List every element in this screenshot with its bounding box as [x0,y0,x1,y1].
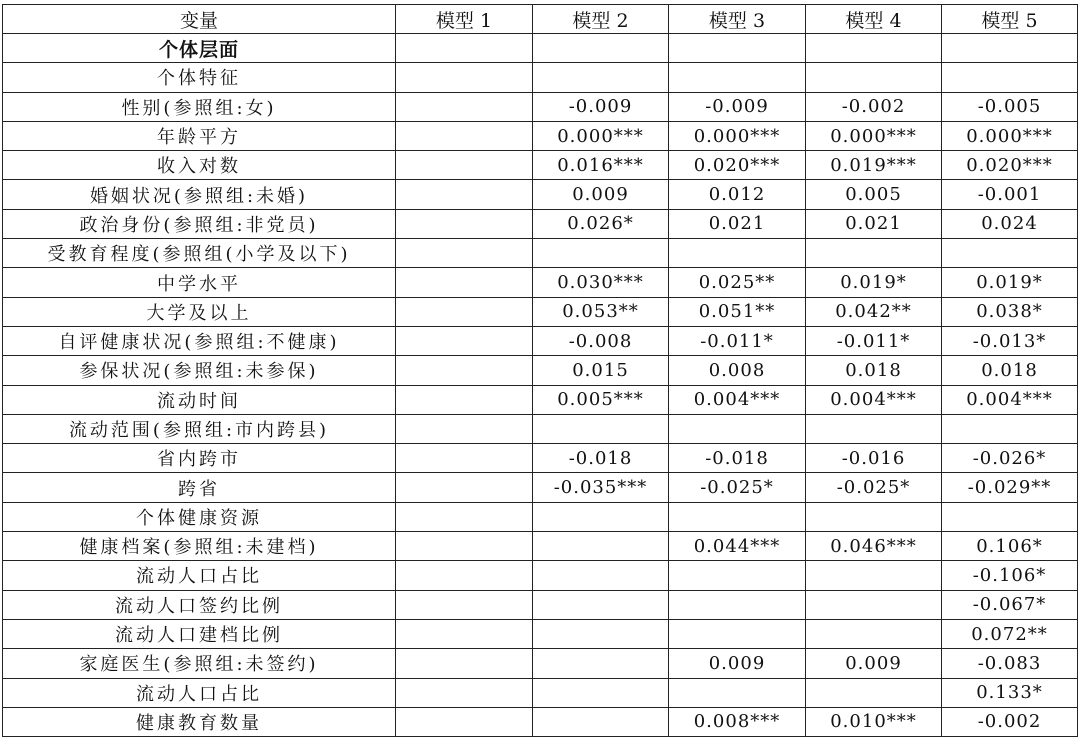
cell-model-2 [533,707,669,736]
cell-model-5: -0.029** [942,473,1078,502]
cell-model-3: 0.025** [669,268,806,297]
cell-model-1 [396,473,533,502]
cell-model-5: -0.013* [942,326,1078,355]
header-model-4: 模型 4 [806,5,942,34]
cell-model-2 [533,239,669,268]
row-label: 受教育程度(参照组(小学及以下) [3,239,396,268]
row-label: 政治身份(参照组:非党员) [3,209,396,238]
table-row [3,502,1078,531]
row-label: 流动范围(参照组:市内跨县) [3,414,396,443]
cell-model-1 [396,268,533,297]
cell-model-2: 0.030*** [533,268,669,297]
cell-model-4 [806,414,942,443]
row-label: 个体层面 [3,34,396,63]
cell-model-3: 0.004*** [669,385,806,414]
row-label: 健康教育数量 [3,707,396,736]
cell-model-1 [396,121,533,150]
cell-model-3 [669,63,806,92]
cell-model-5: 0.072** [942,619,1078,648]
cell-model-3: 0.020*** [669,151,806,180]
cell-model-1 [396,385,533,414]
table-row [3,444,1078,473]
cell-model-1 [396,561,533,590]
cell-model-3: -0.009 [669,92,806,121]
cell-model-3 [669,239,806,268]
cell-model-2 [533,590,669,619]
cell-model-4 [806,239,942,268]
cell-model-5: 0.000*** [942,121,1078,150]
cell-model-1 [396,209,533,238]
cell-model-1 [396,326,533,355]
cell-model-5: -0.067* [942,590,1078,619]
cell-model-4: 0.019*** [806,151,942,180]
row-label: 个体特征 [3,63,396,92]
cell-model-3: -0.011* [669,326,806,355]
cell-model-4: 0.019* [806,268,942,297]
cell-model-4: 0.042** [806,297,942,326]
table-row [3,151,1078,180]
cell-model-3 [669,678,806,707]
cell-model-5: 0.004*** [942,385,1078,414]
cell-model-4: 0.004*** [806,385,942,414]
cell-model-3 [669,414,806,443]
cell-model-4: 0.010*** [806,707,942,736]
cell-model-2 [533,678,669,707]
table-row [3,121,1078,150]
header-model-5: 模型 5 [942,5,1078,34]
cell-model-1 [396,444,533,473]
cell-model-2: 0.009 [533,180,669,209]
cell-model-3 [669,619,806,648]
row-label: 婚姻状况(参照组:未婚) [3,180,396,209]
cell-model-1 [396,590,533,619]
cell-model-2 [533,619,669,648]
cell-model-5: 0.024 [942,209,1078,238]
table-row [3,297,1078,326]
row-label: 自评健康状况(参照组:不健康) [3,326,396,355]
cell-model-1 [396,678,533,707]
cell-model-4 [806,678,942,707]
cell-model-5: 0.038* [942,297,1078,326]
header-model-2: 模型 2 [533,5,669,34]
cell-model-5 [942,502,1078,531]
cell-model-4 [806,590,942,619]
table-row [3,707,1078,736]
row-label: 中学水平 [3,268,396,297]
cell-model-4: -0.011* [806,326,942,355]
cell-model-5: -0.083 [942,649,1078,678]
cell-model-1 [396,239,533,268]
cell-model-5: 0.019* [942,268,1078,297]
cell-model-3 [669,561,806,590]
cell-model-5: -0.106* [942,561,1078,590]
cell-model-2 [533,649,669,678]
cell-model-2 [533,561,669,590]
cell-model-4 [806,502,942,531]
cell-model-2 [533,502,669,531]
cell-model-3: 0.051** [669,297,806,326]
cell-model-4 [806,561,942,590]
cell-model-5: 0.020*** [942,151,1078,180]
cell-model-1 [396,63,533,92]
row-label: 跨省 [3,473,396,502]
cell-model-3: 0.044*** [669,532,806,561]
cell-model-1 [396,619,533,648]
cell-model-5 [942,414,1078,443]
cell-model-4: -0.025* [806,473,942,502]
row-label: 流动人口签约比例 [3,590,396,619]
cell-model-1 [396,34,533,63]
row-label: 性别(参照组:女) [3,92,396,121]
row-label: 年龄平方 [3,121,396,150]
table-row [3,92,1078,121]
cell-model-3: -0.025* [669,473,806,502]
cell-model-5 [942,34,1078,63]
cell-model-5: 0.018 [942,356,1078,385]
table-row [3,326,1078,355]
cell-model-2: -0.009 [533,92,669,121]
row-label: 大学及以上 [3,297,396,326]
cell-model-1 [396,707,533,736]
cell-model-1 [396,92,533,121]
cell-model-5: -0.001 [942,180,1078,209]
cell-model-2: -0.018 [533,444,669,473]
cell-model-5 [942,239,1078,268]
table-row [3,561,1078,590]
cell-model-3: 0.021 [669,209,806,238]
row-label: 流动人口建档比例 [3,619,396,648]
table-row [3,678,1078,707]
cell-model-2: -0.008 [533,326,669,355]
table-row [3,356,1078,385]
table-body [3,34,1078,737]
header-row [3,5,1078,34]
cell-model-1 [396,297,533,326]
cell-model-4: 0.046*** [806,532,942,561]
cell-model-3: 0.008*** [669,707,806,736]
row-label: 省内跨市 [3,444,396,473]
cell-model-2: 0.000*** [533,121,669,150]
cell-model-2 [533,532,669,561]
table-row [3,34,1078,63]
cell-model-4: 0.005 [806,180,942,209]
table-row [3,590,1078,619]
cell-model-1 [396,356,533,385]
cell-model-4 [806,619,942,648]
cell-model-4: -0.016 [806,444,942,473]
cell-model-2: 0.026* [533,209,669,238]
header-model-3: 模型 3 [669,5,806,34]
row-label: 参保状况(参照组:未参保) [3,356,396,385]
table-row [3,532,1078,561]
cell-model-3 [669,502,806,531]
cell-model-5: 0.133* [942,678,1078,707]
cell-model-4: -0.002 [806,92,942,121]
cell-model-1 [396,180,533,209]
row-label: 家庭医生(参照组:未签约) [3,649,396,678]
cell-model-3: 0.000*** [669,121,806,150]
cell-model-5 [942,63,1078,92]
cell-model-2: 0.015 [533,356,669,385]
cell-model-4 [806,34,942,63]
cell-model-1 [396,532,533,561]
cell-model-5: -0.026* [942,444,1078,473]
cell-model-3 [669,34,806,63]
cell-model-1 [396,649,533,678]
table-row [3,180,1078,209]
cell-model-2: 0.005*** [533,385,669,414]
table-row [3,414,1078,443]
cell-model-5: 0.106* [942,532,1078,561]
cell-model-2: -0.035*** [533,473,669,502]
row-label: 流动时间 [3,385,396,414]
table-row [3,268,1078,297]
cell-model-3: 0.009 [669,649,806,678]
cell-model-4: 0.021 [806,209,942,238]
cell-model-5: -0.005 [942,92,1078,121]
cell-model-1 [396,151,533,180]
cell-model-4: 0.000*** [806,121,942,150]
cell-model-4: 0.018 [806,356,942,385]
cell-model-2 [533,414,669,443]
cell-model-2: 0.016*** [533,151,669,180]
regression-table [2,4,1078,737]
cell-model-3: 0.012 [669,180,806,209]
cell-model-2: 0.053** [533,297,669,326]
table-row [3,63,1078,92]
cell-model-3: -0.018 [669,444,806,473]
table-row [3,619,1078,648]
cell-model-2 [533,63,669,92]
row-label: 个体健康资源 [3,502,396,531]
row-label: 流动人口占比 [3,678,396,707]
header-variable: 变量 [3,5,396,34]
header-model-1: 模型 1 [396,5,533,34]
cell-model-3 [669,590,806,619]
cell-model-4: 0.009 [806,649,942,678]
cell-model-3: 0.008 [669,356,806,385]
row-label: 收入对数 [3,151,396,180]
cell-model-1 [396,414,533,443]
table-row [3,239,1078,268]
cell-model-2 [533,34,669,63]
row-label: 健康档案(参照组:未建档) [3,532,396,561]
table-row [3,385,1078,414]
row-label: 流动人口占比 [3,561,396,590]
table-row [3,209,1078,238]
cell-model-4 [806,63,942,92]
table-row [3,649,1078,678]
cell-model-5: -0.002 [942,707,1078,736]
cell-model-1 [396,502,533,531]
table-row [3,473,1078,502]
